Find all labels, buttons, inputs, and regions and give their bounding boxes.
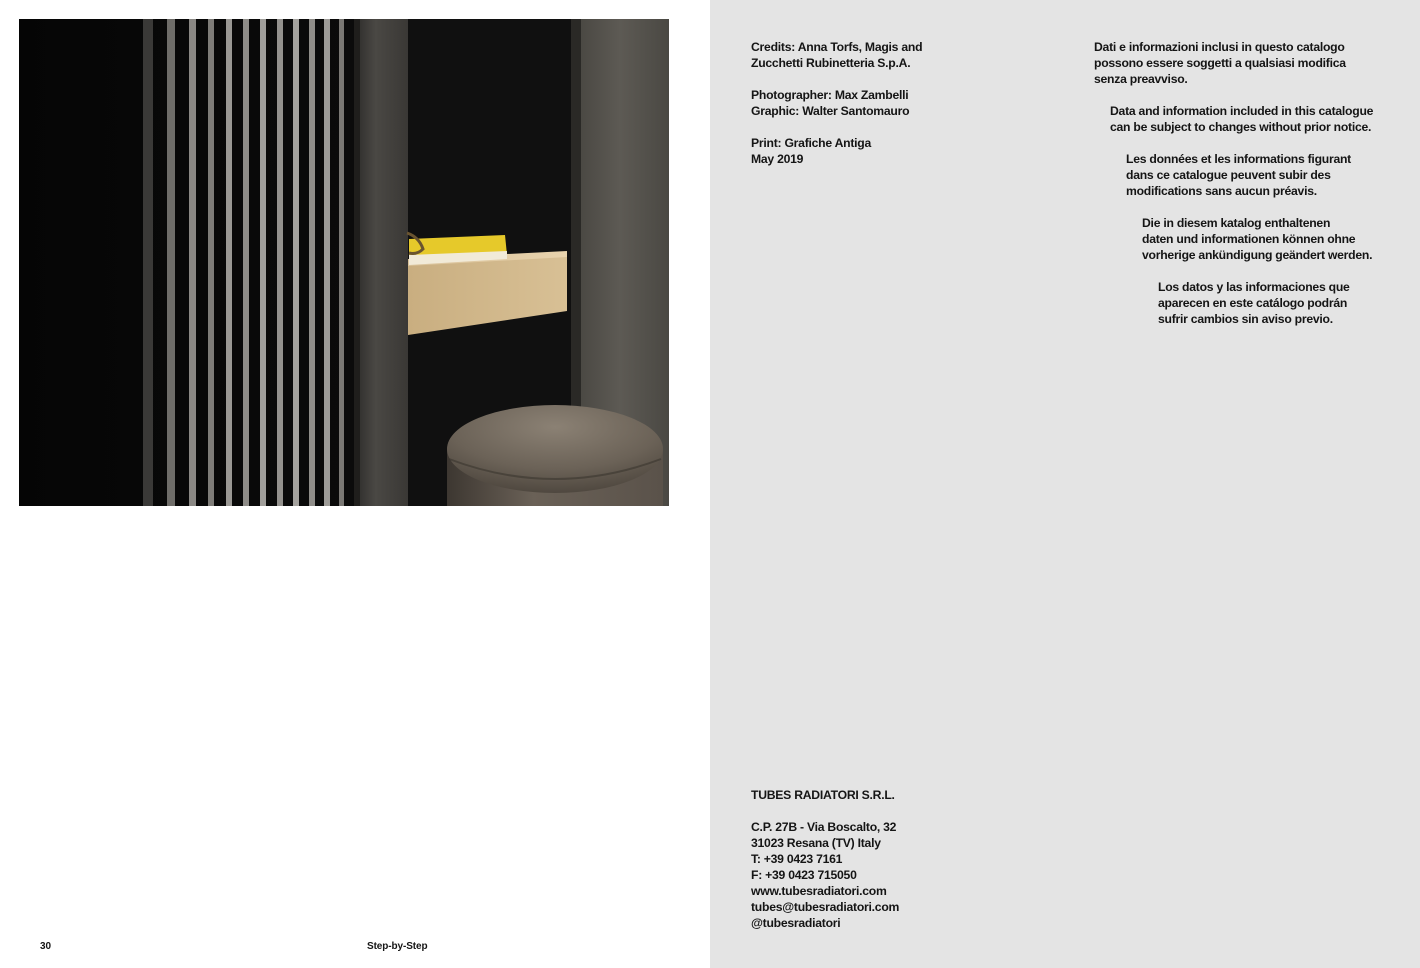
disclaimer-line: daten und informationen können ohne	[1142, 232, 1356, 246]
company-website[interactable]: www.tubesradiatori.com	[751, 884, 887, 898]
page-number: 30	[40, 941, 51, 952]
disclaimer-line: sufrir cambios sin aviso previo.	[1158, 312, 1333, 326]
disclaimer-line: vorherige ankündigung geändert werden.	[1142, 248, 1373, 262]
disclaimer-line: senza preavviso.	[1094, 72, 1188, 86]
disclaimer-line: aparecen en este catálogo podrán	[1158, 296, 1348, 310]
company-phone: T: +39 0423 7161	[751, 852, 843, 866]
disclaimer-it	[1094, 39, 1346, 87]
disclaimer-line: can be subject to changes without prior notice.	[1110, 120, 1372, 134]
disclaimer-line: possono essere soggetti a qualsiasi modifica	[1094, 56, 1346, 70]
company-social[interactable]: @tubesradiatori	[751, 916, 841, 930]
credits-line: Credits: Anna Torfs, Magis and	[751, 40, 923, 54]
interior-photo	[19, 19, 669, 506]
disclaimer-es	[1158, 279, 1350, 327]
photographer-line: Photographer: Max Zambelli	[751, 88, 909, 102]
company-name: TUBES RADIATORI S.R.L.	[751, 788, 895, 802]
disclaimer-line: Los datos y las informaciones que	[1158, 280, 1350, 294]
photography-block	[751, 87, 909, 119]
print-line: Print: Grafiche Antiga	[751, 136, 871, 150]
company-block	[751, 787, 899, 931]
company-city: 31023 Resana (TV) Italy	[751, 836, 881, 850]
disclaimer-line: Data and information included in this catalogue	[1110, 104, 1374, 118]
interior-photo-illustration	[19, 19, 669, 506]
company-email[interactable]: tubes@tubesradiatori.com	[751, 900, 900, 914]
disclaimer-de	[1142, 215, 1372, 263]
disclaimer-fr	[1126, 151, 1351, 199]
section-name: Step-by-Step	[367, 941, 428, 952]
credits-line: Zucchetti Rubinetteria S.p.A.	[751, 56, 911, 70]
company-fax: F: +39 0423 715050	[751, 868, 857, 882]
disclaimer-en	[1110, 103, 1373, 135]
spacer	[751, 803, 899, 819]
disclaimer-line: Les données et les informations figurant	[1126, 152, 1351, 166]
disclaimer-line: dans ce catalogue peuvent subir des	[1126, 168, 1331, 182]
disclaimer-line: Dati e informazioni inclusi in questo catalogo	[1094, 40, 1345, 54]
disclaimer-line: modifications sans aucun préavis.	[1126, 184, 1317, 198]
credits-block	[751, 39, 922, 71]
radiator-tubes	[143, 19, 344, 506]
print-block	[751, 135, 871, 167]
print-date: May 2019	[751, 152, 804, 166]
disclaimer-line: Die in diesem katalog enthaltenen	[1142, 216, 1331, 230]
company-address: C.P. 27B - Via Boscalto, 32	[751, 820, 897, 834]
graphic-line: Graphic: Walter Santomauro	[751, 104, 910, 118]
